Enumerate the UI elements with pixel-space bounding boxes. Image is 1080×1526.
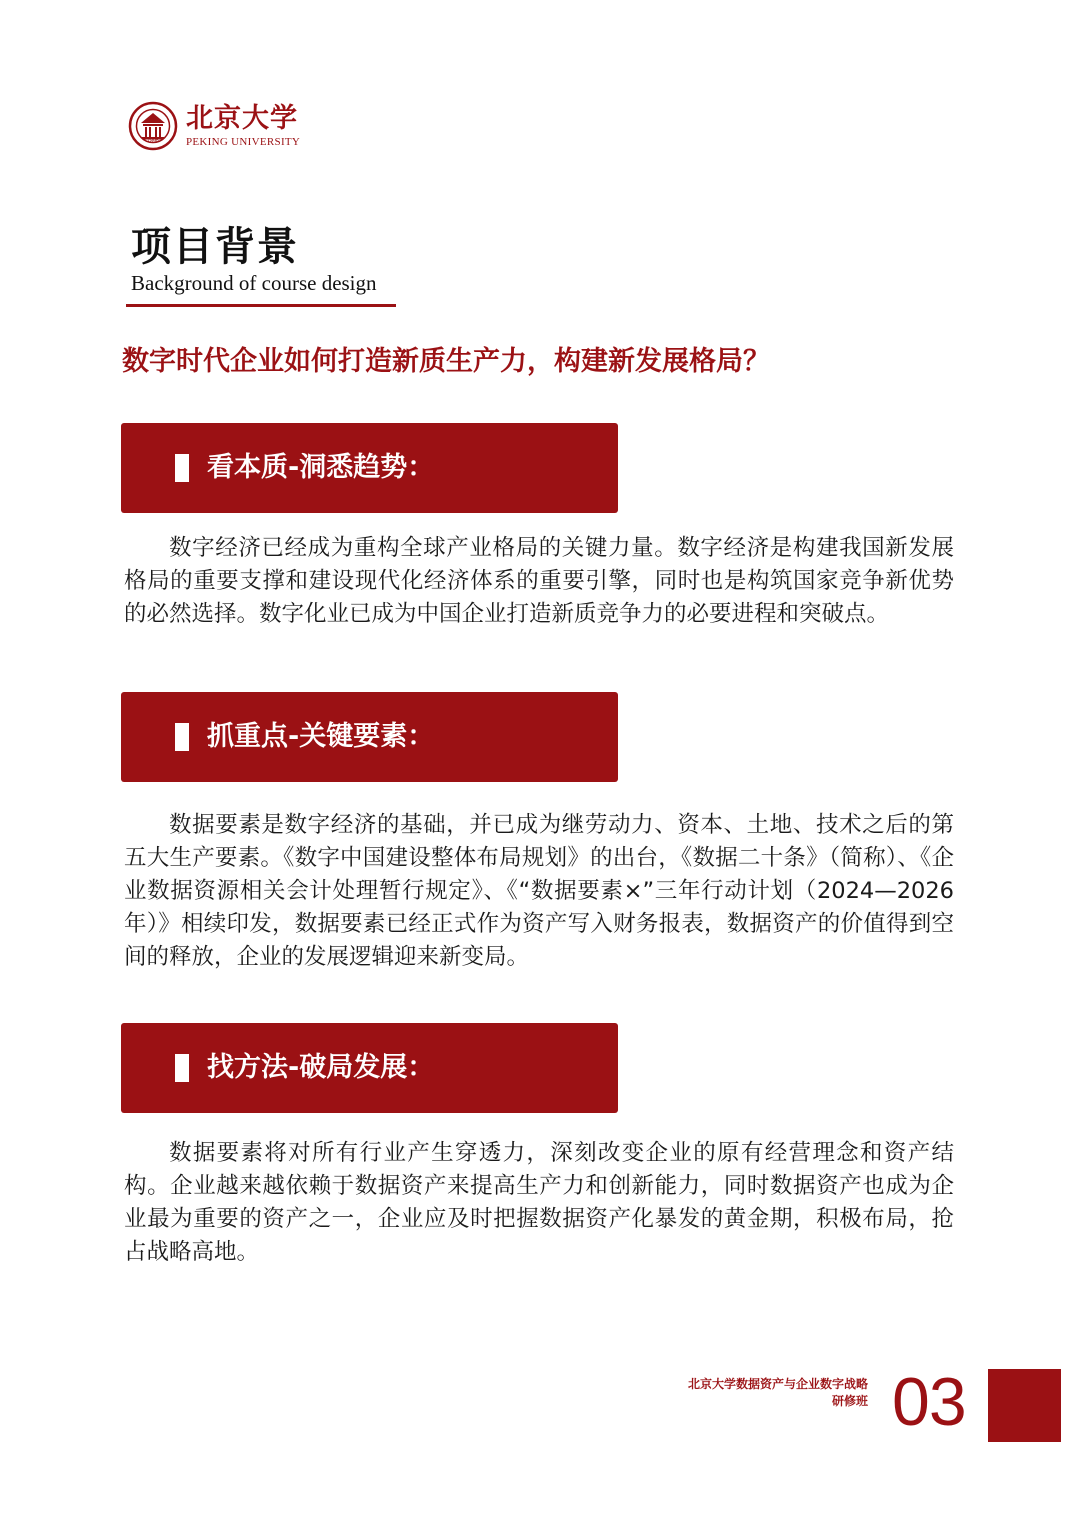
section-banner-key-factors (121, 692, 618, 782)
banner-heading: 找方法-破局发展： (207, 1052, 435, 1083)
section-banner-method (121, 1023, 618, 1113)
banner-bar-icon (175, 1054, 189, 1082)
paragraph-method: 数据要素将对所有行业产生穿透力，深刻改变企业的原有经营理念和资产结构。企业越来越依赖于数据资产来提高生产力和创新能力，同时数据资产也成为企业最为重要的资产之一，企业应及时把握数据资产化暴发的黄金期，积极布局，抢占战略高地。 (124, 1140, 954, 1265)
footer-line-2: 研修班 (831, 1394, 868, 1408)
title-underline (126, 304, 396, 307)
svg-text:1898 (146, 137, 160, 144)
page-title: 项目背景 (131, 224, 299, 270)
headline-question: 数字时代企业如何打造新质生产力，构建新发展格局？ (122, 346, 770, 377)
seal-year: 1898 (146, 137, 160, 145)
banner-heading: 抓重点-关键要素： (207, 721, 435, 752)
banner-heading: 看本质-洞悉趋势： (207, 452, 435, 483)
page-subtitle: Background of course design (131, 271, 377, 295)
banner-bar-icon (175, 723, 189, 751)
footer-line-1: 北京大学数据资产与企业数字战略 (687, 1377, 868, 1391)
university-name-cn: 北京大学 (186, 103, 298, 134)
section-banner-essence (121, 423, 618, 513)
paragraph-key-factors: 数据要素是数字经济的基础，并已成为继劳动力、资本、土地、技术之后的第五大生产要素。《数字中国建设整体布局规划》的出台，《数据二十条》（简称）、《企业数据资源相关会计处理暂行规定》、《“数据要素×”三年行动计划（2024—2026年）》相续印发，数据要素已经正式作为资产写入财务报表，数据资产的价值得到空间的释放，企业的发展逻辑迎来新变局。 (124, 812, 954, 970)
university-name-en: PEKING UNIVERSITY (186, 136, 301, 148)
corner-accent-block (988, 1369, 1061, 1442)
paragraph-essence: 数字经济已经成为重构全球产业格局的关键力量。数字经济是构建我国新发展格局的重要支撑和建设现代化经济体系的重要引擎，同时也是构筑国家竞争新优势的必然选择。数字化业已成为中国企业打造新质竞争力的必要进程和突破点。 (124, 535, 954, 627)
page-number: 03 (892, 1364, 966, 1440)
footer-program-name (688, 1376, 868, 1410)
university-seal-icon (128, 101, 178, 151)
banner-bar-icon (175, 454, 189, 482)
university-logo (128, 98, 300, 154)
